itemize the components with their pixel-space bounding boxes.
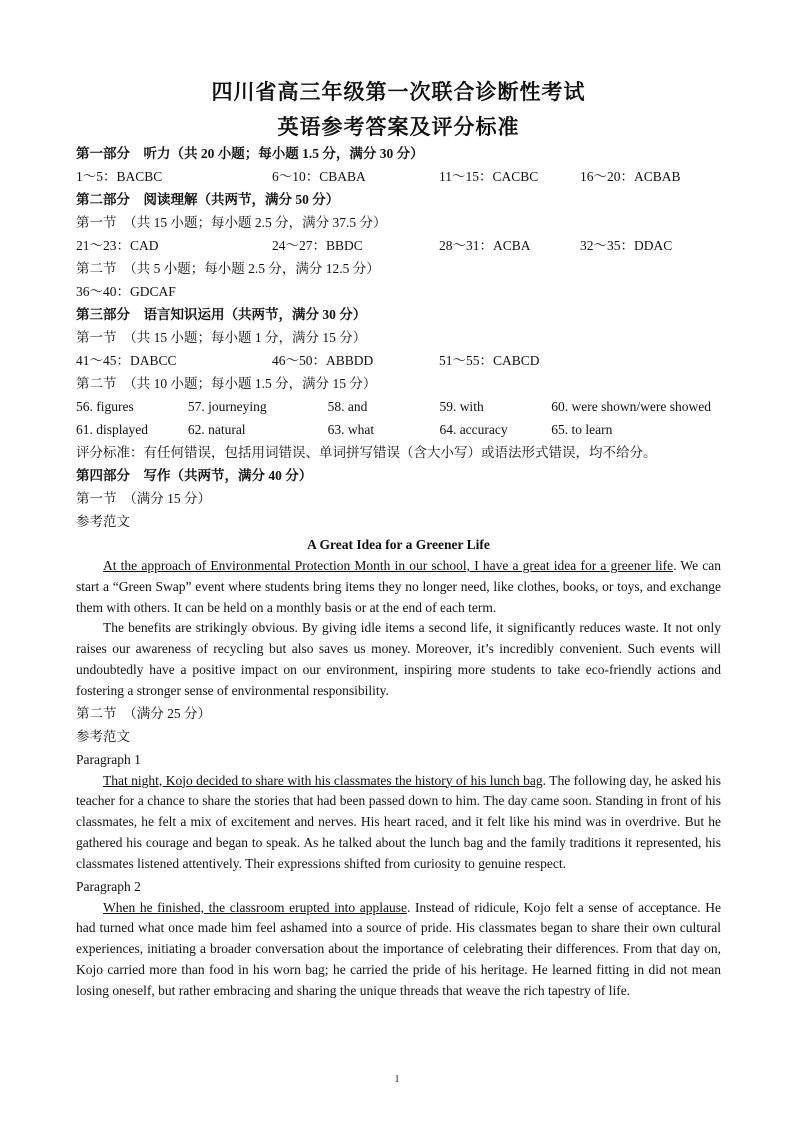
- answer-group: 46～50：ABBDD: [272, 353, 374, 368]
- answer-group: 41～45：DABCC: [76, 353, 177, 368]
- part2-sec1-heading: 第一节 （共 15 小题；每小题 2.5 分，满分 37.5 分）: [76, 215, 387, 230]
- part1-heading: 第一部分 听力（共 20 小题；每小题 1.5 分，满分 30 分）: [76, 146, 424, 161]
- answer-group: 6～10：CBABA: [272, 169, 366, 184]
- answer-item: 61. displayed: [76, 422, 148, 437]
- continuation-paragraph-2: [76, 898, 721, 1002]
- part3-sec2-row2: [76, 418, 721, 441]
- underlined-topic-sentence: At the approach of Environmental Protection Month in our school, I have a great idea for a greener life: [103, 558, 674, 573]
- part2-sec2-heading: 第二节 （共 5 小题；每小题 2.5 分，满分 12.5 分）: [76, 261, 380, 276]
- part2-sec1-answers: [76, 234, 721, 257]
- part3-sec1-heading: 第一节 （共 15 小题；每小题 1 分，满分 15 分）: [76, 330, 367, 345]
- answer-group: 28～31：ACBA: [439, 238, 531, 253]
- paragraph2-label: Paragraph 2: [76, 878, 141, 894]
- part4-sec1-label: 参考范文: [76, 514, 130, 529]
- part3-sec2-row1: [76, 395, 721, 418]
- paragraph-text: . We can start a “Green Swap” event where students bring items they no longer need, like clothes, books, or toys, and exchange them with others. It can be held on a monthly basis or at the end of each term.: [76, 558, 721, 615]
- answer-group: 24～27：BBDC: [272, 238, 363, 253]
- part3-sec2-heading: 第二节 （共 10 小题；每小题 1.5 分，满分 15 分）: [76, 376, 377, 391]
- paragraph-text: . The following day, he asked his teacher for a chance to share the stories that had been passed down to him. The day came soon. Standing in front of his classmates, he felt a mix of excitement and nerves. His heart raced, and it felt like his mind was in overdrive. But he gathered his courage and began to speak. As he talked about the lunch bag and the family traditions it represented, his classmates listened attentively. Their expressions shifted from curiosity to genuine respect.: [76, 772, 722, 871]
- underlined-opening-sentence: That night, Kojo decided to share with his classmates the history of his lunch bag: [103, 772, 543, 788]
- part1-answers: [76, 165, 721, 188]
- answer-item: 59. with: [439, 399, 484, 414]
- answer-group: 11～15：CACBC: [439, 169, 539, 184]
- answer-group: 51～55：CABCD: [439, 353, 540, 368]
- underlined-opening-sentence: When he finished, the classroom erupted into applause: [103, 899, 407, 915]
- page-title: 四川省高三年级第一次联合诊断性考试: [211, 80, 586, 104]
- essay-paragraph: The benefits are strikingly obvious. By giving idle items a second life, it significantly reduces waste. It not only raises our awareness of recycling but also saves us money. Moreover, it’s incredibly convenient. Such events will undoubtedly have a positive impact on our environment, inspiring more students to take eco-friendly actions and fostering a stronger sense of environmental responsibility.: [76, 620, 721, 698]
- part4-sec1-heading: 第一节 （满分 15 分）: [76, 491, 211, 506]
- answer-group: 1～5：BACBC: [76, 169, 163, 184]
- answer-group: 21～23：CAD: [76, 238, 159, 253]
- answer-item: 65. to learn: [551, 422, 613, 437]
- answer-item: 64. accuracy: [439, 422, 508, 437]
- paragraph1-label: Paragraph 1: [76, 751, 141, 767]
- part4-heading: 第四部分 写作（共两节，满分 40 分）: [76, 468, 313, 483]
- answer-item: 62. natural: [187, 422, 246, 437]
- part2-heading: 第二部分 阅读理解（共两节，满分 50 分）: [76, 192, 340, 207]
- answer-item: 60. were shown/were showed: [551, 399, 711, 414]
- part4-sec2-heading: 第二节 （满分 25 分）: [76, 705, 211, 721]
- answer-item: 58. and: [327, 399, 368, 414]
- part3-sec1-answers: [76, 349, 721, 372]
- part2-sec2-answers: 36～40：GDCAF: [76, 284, 176, 299]
- answer-item: 57. journeying: [187, 399, 267, 414]
- continuation-paragraph-1: [76, 771, 721, 875]
- essay-title: A Great Idea for a Greener Life: [307, 537, 490, 552]
- paragraph-text: . Instead of ridicule, Kojo felt a sense of acceptance. He had turned what once made him feel ashamed into a source of pride. His classmates began to share their own cultural experiences, initiating a broader conversation about the importance of celebrating their differences. From that day on, Kojo carried more than food in his worn bag; he carried the pride of his heritage. He learned fitting in did not mean losing oneself, but rather embracing and sharing the unique threads that weave the rich tapestry of life.: [76, 899, 721, 998]
- answer-key-page: [76, 78, 721, 1002]
- answer-group: 32～35：DDAC: [580, 238, 673, 253]
- page-subtitle: 英语参考答案及评分标准: [277, 115, 520, 139]
- answer-item: 56. figures: [76, 399, 134, 414]
- scoring-criteria: 评分标准：有任何错误，包括用词错误、单词拼写错误（含大小写）或语法形式错误，均不给分。: [76, 445, 657, 460]
- answer-group: 16～20：ACBAB: [580, 169, 681, 184]
- part4-sec2-label: 参考范文: [76, 728, 130, 744]
- page-number: 1: [394, 1073, 400, 1085]
- essay-paragraph: [76, 556, 721, 618]
- part3-heading: 第三部分 语言知识运用（共两节，满分 30 分）: [76, 307, 367, 322]
- answer-item: 63. what: [327, 422, 375, 437]
